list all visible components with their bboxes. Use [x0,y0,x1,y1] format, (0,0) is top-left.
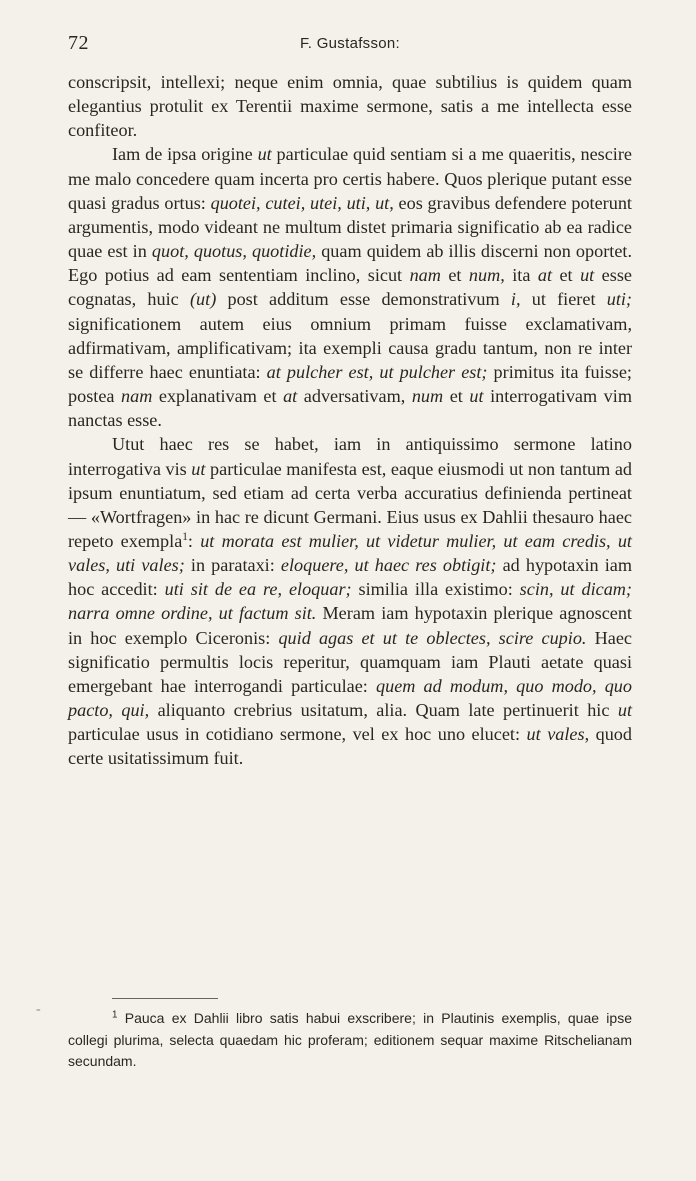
text-run: adversativam, [297,386,412,407]
italic-run: ut morata est mulier, ut videtur mulier, ut eam credis, ut vales, uti vales; [68,530,632,576]
italic-run: quem ad modum, quo modo, quo pacto, qui, [68,675,632,721]
italic-run: num [411,386,444,407]
text-run: similia illa existimo: [351,579,520,600]
text-run: ut fieret [520,289,607,310]
text-run: primitus ita fuisse; postea [68,361,632,407]
italic-run: eloquere, ut haec res obtigit; [280,555,497,576]
text-run: eos gravibus defendere poterunt argumentis, modo videant ne multum distet primaria significatio ab ea radice quae est in [68,192,632,262]
italic-run: ut vales [526,724,585,745]
paragraph [68,142,632,432]
italic-run: num, [468,265,505,286]
text-run: et [552,265,581,286]
italic-run: i, [510,289,521,310]
italic-run: uti; [606,289,632,310]
text-run: aliquanto crebrius usitatum, alia. Quam late pertinuerit hic [149,700,618,721]
text-run: : [187,530,201,551]
italic-run: quotei, cutei, utei, uti, ut, [210,192,394,213]
italic-run: ut [257,144,272,165]
body-text [68,70,632,771]
footnote-body: Pauca ex Dahlii libro satis habui exscribere; in Plautinis exemplis, quae ipse collegi plurima, selecta quaedam hic proferam; editionem sequar maxime Ritschelianam secundam. [68,1010,632,1069]
paragraph [68,432,632,770]
text-run: conscripsit, intellexi; neque enim omnia, quae subtilius is quidem quam elegantius protulit ex Terentii maxime sermone, satis a me intellecta esse confiteor. [68,72,632,141]
text-run: , quod certe usitatissimum fuit. [68,724,632,769]
text-run: Utut haec res se habet, iam in antiquissimo sermone latino interrogativa vis [68,434,632,479]
text-run: esse cognatas, huic [68,265,632,310]
italic-run: at [537,265,553,286]
text-run: particulae quid sentiam si a me quaeritis, nescire me malo concedere quam incerta pro certis habere. Quos plerique putant esse quasi gradus ortus: [68,144,632,213]
italic-run: nam [409,265,441,286]
text-run: et [443,386,470,407]
text-run: ad hypotaxin iam hoc accedit: [68,555,632,600]
italic-run: ut [469,386,484,407]
italic-run: ut [191,458,206,479]
footnote-mark: 1 [112,1009,118,1021]
footnote-text [68,1008,632,1073]
italic-run: scin, ut dicam; narra omne ordine, ut factum sit. [68,579,632,624]
running-head [68,32,632,56]
text-run: ita [504,265,538,286]
paragraph [68,70,632,142]
italic-run: quid agas et ut te oblectes, scire cupio. [278,627,587,648]
italic-run: nam [121,386,153,407]
footnote-reference: 1 [182,530,188,543]
italic-run: quot, quotus, quotidie, [151,241,317,262]
italic-run: at pulcher est, ut pulcher est; [266,361,488,382]
text-run: Haec significatio permultis locis reperitur, quamquam iam Plauti aetate quasi emergebant hae interrogandi particulae: [68,627,633,696]
text-run: et [440,265,469,286]
italic-run: (ut) [189,289,217,310]
italic-run: uti sit de ea re, eloquar; [164,579,352,600]
text-run: significationem autem eius omnium primam fuisse exclamativam, adfirmativam, amplificativam; ita exempli causa gradu tantum, non re inter se differre haec enuntiata: [68,313,632,382]
text-run: explanativam et [152,386,284,407]
text-run: quam quidem ab illis discerni non oportet. Ego potius ad eam sententiam inclino, sicut [68,241,632,286]
text-run: particulae manifesta est, eaque eiusmodi ut non tantum ad ipsum enuntiatum, sed etiam ad certa verba accuratius definienda pertineat — «Wortfragen» in hac re dicunt Germani. Eius usus ex Dahlii thesauro haec repeto exempla [68,458,632,551]
italic-run: ut [580,265,595,286]
running-title: F. Gustafsson: [299,35,401,52]
text-run: Meram iam hypotaxin plerique agnoscent in hoc exemplo Ciceronis: [68,603,632,648]
text-run: particulae usus in cotidiano sermone, vel ex hoc uno elucet: [68,724,527,745]
text-run: interrogativam vim nanctas esse. [68,386,632,431]
italic-run: at [283,386,298,407]
margin-mark: - [36,1002,41,1017]
footnote [68,1008,632,1073]
page-number: 72 [68,32,89,54]
footnote-rule [112,998,218,999]
text-run: in parataxi: [184,555,281,576]
italic-run: ut [617,700,632,721]
text-run: Iam de ipsa origine [112,144,258,165]
text-run: post additum esse demonstrativum [216,289,511,310]
